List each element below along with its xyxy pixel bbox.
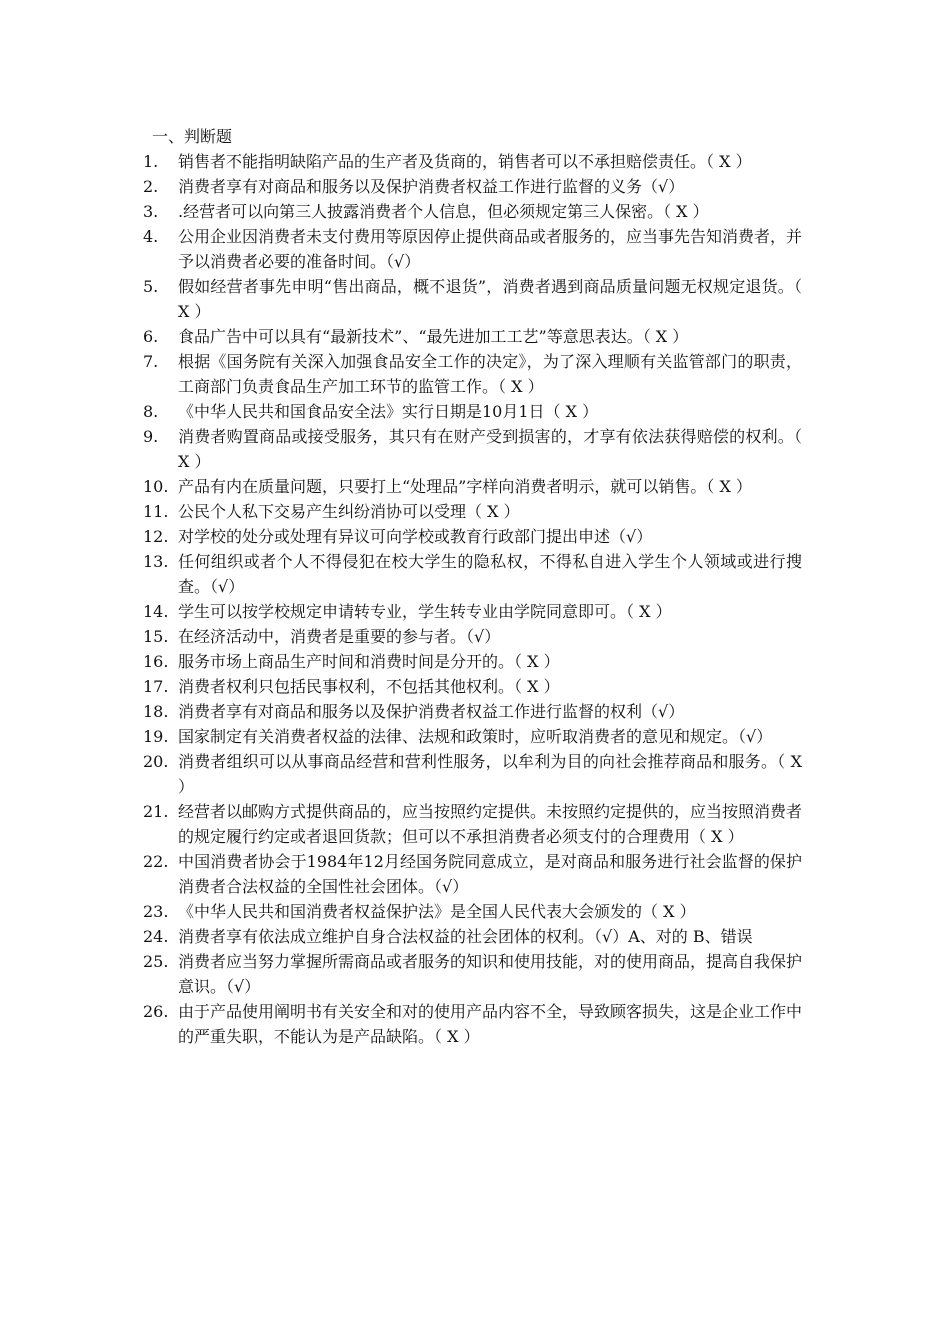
- question-number: 18.: [143, 702, 169, 721]
- question-item: [0, 849, 802, 899]
- question-number: 6.: [143, 327, 159, 346]
- question-number: 20.: [143, 752, 169, 771]
- question-item: [0, 649, 802, 674]
- question-item: [0, 674, 802, 699]
- question-item: [0, 499, 802, 524]
- question-text: 消费者享有对商品和服务以及保护消费者权益工作进行监督的义务（√）: [178, 177, 685, 196]
- question-number: 10.: [143, 477, 169, 496]
- question-item: [0, 624, 802, 649]
- question-text: 消费者权利只包括民事权利，不包括其他权利。（ X ）: [178, 677, 560, 696]
- question-text: 由于产品使用阐明书有关安全和对的使用产品内容不全，导致顾客损失，这是企业工作中的严重失职，不能认为是产品缺陷。（ X ）: [178, 1002, 803, 1046]
- question-text: 消费者应当努力掌握所需商品或者服务的知识和使用技能，对的使用商品，提高自我保护意识。（√）: [178, 952, 803, 996]
- question-number: 3.: [143, 202, 159, 221]
- question-text: 《中华人民共和国消费者权益保护法》是全国人民代表大会颁发的（ X ）: [178, 902, 696, 921]
- question-number: 13.: [143, 552, 169, 571]
- question-item: [0, 599, 802, 624]
- question-text: 服务市场上商品生产时间和消费时间是分开的。（ X ）: [178, 652, 560, 671]
- question-number: 19.: [143, 727, 169, 746]
- question-number: 22.: [143, 852, 169, 871]
- question-number: 24.: [143, 927, 169, 946]
- question-text: 假如经营者事先申明“售出商品，概不退货”，消费者遇到商品质量问题无权规定退货。（ X ）: [178, 277, 802, 321]
- question-item: [0, 799, 802, 849]
- question-number: 12.: [143, 527, 169, 546]
- question-number: 16.: [143, 652, 169, 671]
- question-item: [0, 149, 802, 174]
- question-number: 7.: [143, 352, 159, 371]
- question-text: 消费者享有对商品和服务以及保护消费者权益工作进行监督的权利（√）: [178, 702, 685, 721]
- question-number: 14.: [143, 602, 169, 621]
- question-number: 11.: [143, 502, 169, 521]
- question-text: 中国消费者协会于1984年12月经国务院同意成立，是对商品和服务进行社会监督的保护消费者合法权益的全国性社会团体。（√）: [178, 852, 802, 896]
- question-item: [0, 274, 802, 324]
- question-number: 23.: [143, 902, 169, 921]
- question-number: 17.: [143, 677, 169, 696]
- question-text: 《中华人民共和国食品安全法》实行日期是10月1日（ X ）: [178, 402, 599, 421]
- question-item: [0, 749, 802, 799]
- question-item: [0, 349, 802, 399]
- question-text: 根据《国务院有关深入加强食品安全工作的决定》，为了深入理顺有关监管部门的职责，工商部门负责食品生产加工环节的监管工作。（ X ）: [178, 352, 802, 396]
- question-item: [0, 174, 802, 199]
- question-number: 4.: [143, 227, 159, 246]
- question-number: 26.: [143, 1002, 169, 1021]
- question-text: 对学校的处分或处理有异议可向学校或教育行政部门提出申述（√）: [178, 527, 653, 546]
- question-item: [0, 949, 802, 999]
- question-number: 25.: [143, 952, 169, 971]
- question-text: 公民个人私下交易产生纠纷消协可以受理（ X ）: [178, 502, 520, 521]
- question-item: [0, 324, 802, 349]
- question-number: 21.: [143, 802, 169, 821]
- question-item: [0, 899, 802, 924]
- question-item: [0, 724, 802, 749]
- question-item: [0, 999, 802, 1049]
- section-title: 一、判断题: [152, 127, 233, 146]
- question-text: .经营者可以向第三人披露消费者个人信息，但必须规定第三人保密。（ X ）: [178, 202, 709, 221]
- question-number: 1.: [143, 152, 159, 171]
- question-text: 在经济活动中，消费者是重要的参与者。（√）: [178, 627, 501, 646]
- question-text: 学生可以按学校规定申请转专业，学生转专业由学院同意即可。（ X ）: [178, 602, 672, 621]
- question-text: 食品广告中可以具有“最新技术”、“最先进加工工艺”等意思表达。（ X ）: [178, 327, 689, 346]
- question-text: 任何组织或者个人不得侵犯在校大学生的隐私权，不得私自进入学生个人领域或进行搜查。（√）: [178, 552, 802, 596]
- question-item: [0, 524, 802, 549]
- question-text: 销售者不能指明缺陷产品的生产者及货商的，销售者可以不承担赔偿责任。（ X ）: [178, 152, 752, 171]
- question-item: [0, 399, 802, 424]
- question-text: 消费者购置商品或接受服务，其只有在财产受到损害的，才享有依法获得赔偿的权利。（ X ）: [178, 427, 802, 471]
- question-text: 经营者以邮购方式提供商品的，应当按照约定提供。未按照约定提供的，应当按照消费者的规定履行约定或者退回货款；但可以不承担消费者必须支付的合理费用（ X ）: [178, 802, 803, 846]
- question-text: 消费者享有依法成立维护自身合法权益的社会团体的权利。（√）A、对的 B、错误: [178, 927, 753, 946]
- question-number: 15.: [143, 627, 169, 646]
- question-item: [0, 224, 802, 274]
- question-item: [0, 474, 802, 499]
- question-text: 国家制定有关消费者权益的法律、法规和政策时，应听取消费者的意见和规定。（√）: [178, 727, 773, 746]
- question-number: 2.: [143, 177, 159, 196]
- question-number: 9.: [143, 427, 159, 446]
- question-text: 公用企业因消费者未支付费用等原因停止提供商品或者服务的，应当事先告知消费者，并予以消费者必要的准备时间。（√）: [178, 227, 803, 271]
- question-item: [0, 549, 802, 599]
- question-text: 消费者组织可以从事商品经营和营利性服务，以牟利为目的向社会推荐商品和服务。（ X ）: [178, 752, 802, 796]
- question-text: 产品有内在质量问题，只要打上“处理品”字样向消费者明示，就可以销售。（ X ）: [178, 477, 752, 496]
- question-number: 8.: [143, 402, 159, 421]
- question-list: [0, 149, 950, 1049]
- question-number: 5.: [143, 277, 159, 296]
- question-item: [0, 924, 802, 949]
- question-item: [0, 199, 802, 224]
- question-item: [0, 424, 802, 474]
- question-item: [0, 699, 802, 724]
